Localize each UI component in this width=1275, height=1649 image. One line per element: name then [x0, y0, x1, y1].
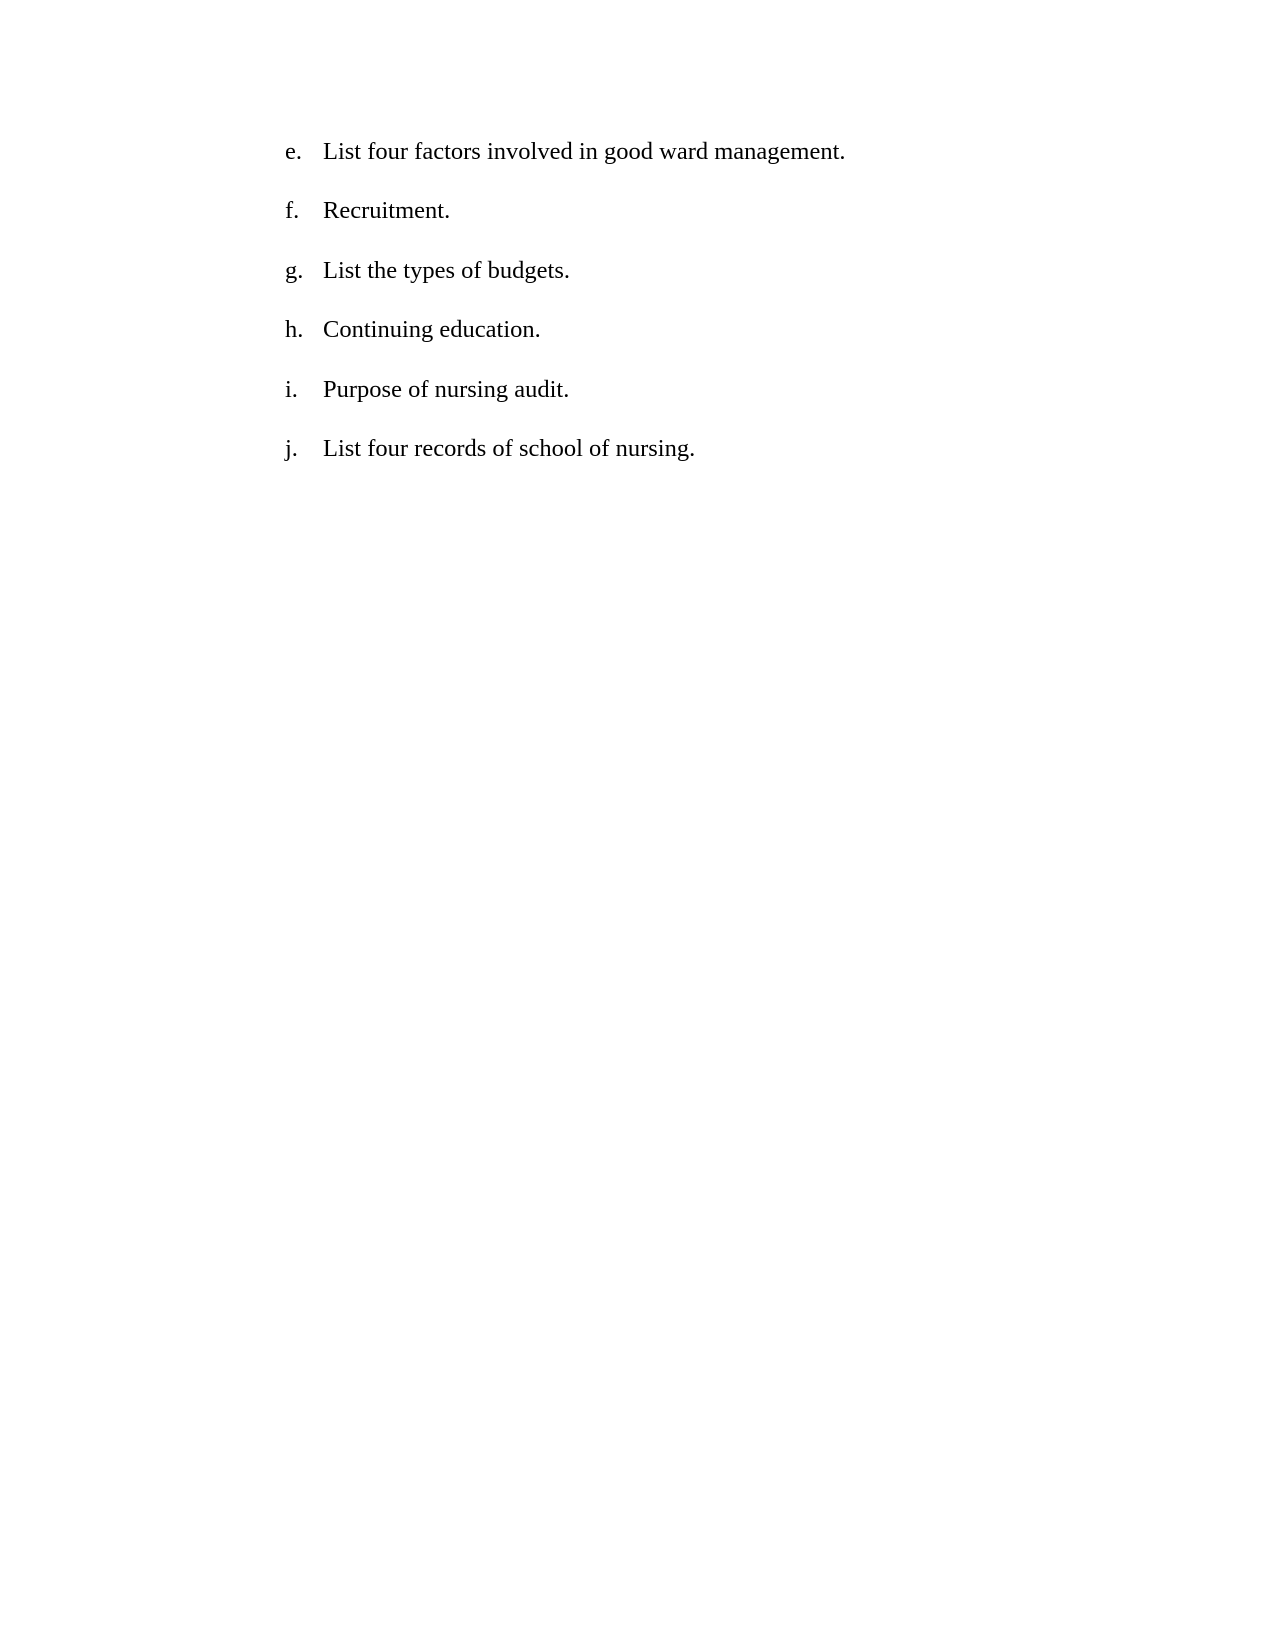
- list-item: [285, 197, 1085, 226]
- list-item: [285, 435, 1085, 464]
- list-item-marker: i.: [285, 375, 298, 403]
- list-item-marker: e.: [285, 138, 302, 165]
- list-item: [285, 138, 1085, 167]
- list-item-text: Recruitment.: [323, 197, 451, 225]
- question-list-container: [285, 138, 1085, 494]
- list-item-marker: f.: [285, 197, 300, 225]
- question-list: [285, 138, 1085, 464]
- list-item: [285, 257, 1085, 286]
- list-item-text: Continuing education.: [323, 316, 541, 344]
- list-item-text: List the types of budgets.: [323, 256, 571, 284]
- list-item-marker: j.: [285, 435, 298, 463]
- list-item-text: List four factors involved in good ward management.: [323, 138, 846, 165]
- list-item: [285, 376, 1085, 405]
- list-item-text: List four records of school of nursing.: [323, 435, 696, 463]
- list-item-text: Purpose of nursing audit.: [323, 375, 570, 403]
- list-item-marker: g.: [285, 256, 304, 284]
- list-item: [285, 316, 1085, 345]
- list-item-marker: h.: [285, 316, 304, 344]
